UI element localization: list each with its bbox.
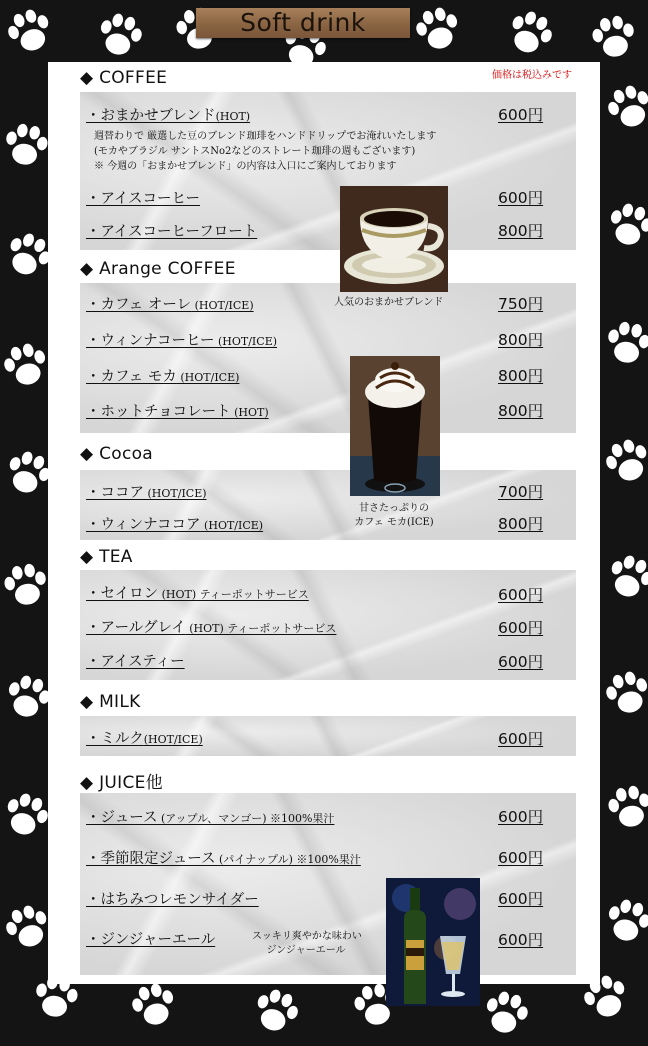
menu-item-vienna-cocoa: ・ウィンナココア (HOT/ICE) [86,517,264,533]
section-heading-tea: ◆ TEA [80,547,133,567]
menu-item-cafe-mocha: ・カフェ モカ (HOT/ICE) [86,369,240,385]
section-heading-coffee: ◆ COFFEE [80,68,168,88]
paw-print-icon [495,0,564,69]
ginger-ale-photo [386,878,480,1006]
menu-item-vienna-coffee: ・ウィンナコーヒー (HOT/ICE) [86,333,278,349]
paw-print-icon [600,778,648,838]
menu-price: 800円 [498,367,544,385]
paw-print-icon [474,982,538,1046]
menu-item-iced-coffee-float: ・アイスコーヒーフロート [86,224,258,240]
paw-print-icon [598,314,648,374]
menu-item-seasonal-juice: ・季節限定ジュース (パイナップル) ※100%果汁 [86,851,361,867]
paw-print-icon [88,4,152,68]
menu-item-milk: ・ミルク(HOT/ICE) [86,731,203,747]
menu-price: 800円 [498,515,544,533]
section-heading-arrange-coffee: ◆ Arange COFFEE [80,259,236,279]
paw-print-icon [595,429,648,496]
menu-item-honey-lemon-cider: ・はちみつレモンサイダー [86,892,259,908]
blend-description: 週替わりで 厳選した豆のブレンド珈琲をハンドドリップでお淹れいたします (モカやブラジル サントスNo2などのストレート珈琲の週もございます) ※ 今週の「おまかせブレンド」の内容は入口にご案内しております [94,131,437,172]
paw-print-icon [596,890,648,954]
menu-price: 600円 [498,189,544,207]
menu-price: 800円 [498,222,544,240]
menu-item-iced-coffee: ・アイスコーヒー [86,191,200,207]
menu-item-earl-grey: ・アールグレイ (HOT) ティーポットサービス [86,620,337,636]
menu-price: 700円 [498,483,544,501]
menu-price: 600円 [498,890,544,908]
menu-price: 600円 [498,653,544,671]
paw-print-icon [0,0,63,65]
coffee-cup-photo [340,186,448,292]
paw-print-icon [596,662,648,726]
menu-price: 800円 [498,331,544,349]
menu-item-ceylon: ・セイロン (HOT) ティーポットサービス [86,586,309,602]
paw-print-icon [243,979,310,1046]
menu-price: 600円 [498,106,544,124]
menu-item-omakase-blend: ・おまかせブレンド(HOT) [86,108,251,124]
caption-blend: 人気のおまかせブレンド [334,297,444,308]
menu-price: 600円 [498,619,544,637]
paw-print-icon [406,0,470,62]
menu-price: 600円 [498,808,544,826]
section-heading-milk: ◆ MILK [80,692,141,712]
caption-ginger-ale: スッキリ爽やかな味わい ジンジャーエール [252,931,362,956]
menu-item-hot-chocolate: ・ホットチョコレート (HOT) [86,404,269,420]
menu-price: 600円 [498,849,544,867]
section-heading-cocoa: ◆ Cocoa [80,444,154,464]
paw-print-icon [597,545,648,612]
caption-mocha: 甘さたっぷりの カフェ モカ(ICE) [354,503,434,528]
menu-price: 750円 [498,295,544,313]
menu-item-iced-tea: ・アイスティー [86,654,185,670]
menu-title: Soft drink [196,8,410,38]
menu-price: 600円 [498,586,544,604]
paw-print-icon [597,75,648,142]
menu-item-cafe-au-lait: ・カフェ オーレ (HOT/ICE) [86,297,254,313]
menu-price: 800円 [498,402,544,420]
paw-print-icon [598,194,648,258]
tax-note: 価格は税込みです [492,70,572,81]
menu-item-ginger-ale: ・ジンジャーエール [86,932,216,948]
menu-item-juice: ・ジュース (アップル、マンゴー) ※100%果汁 [86,810,335,826]
menu-price: 600円 [498,730,544,748]
menu-item-cocoa: ・ココア (HOT/ICE) [86,485,207,501]
cafe-mocha-photo [350,356,440,496]
section-heading-juice: ◆ JUICE他 [80,773,163,793]
paw-print-icon [584,8,644,68]
menu-price: 600円 [498,931,544,949]
